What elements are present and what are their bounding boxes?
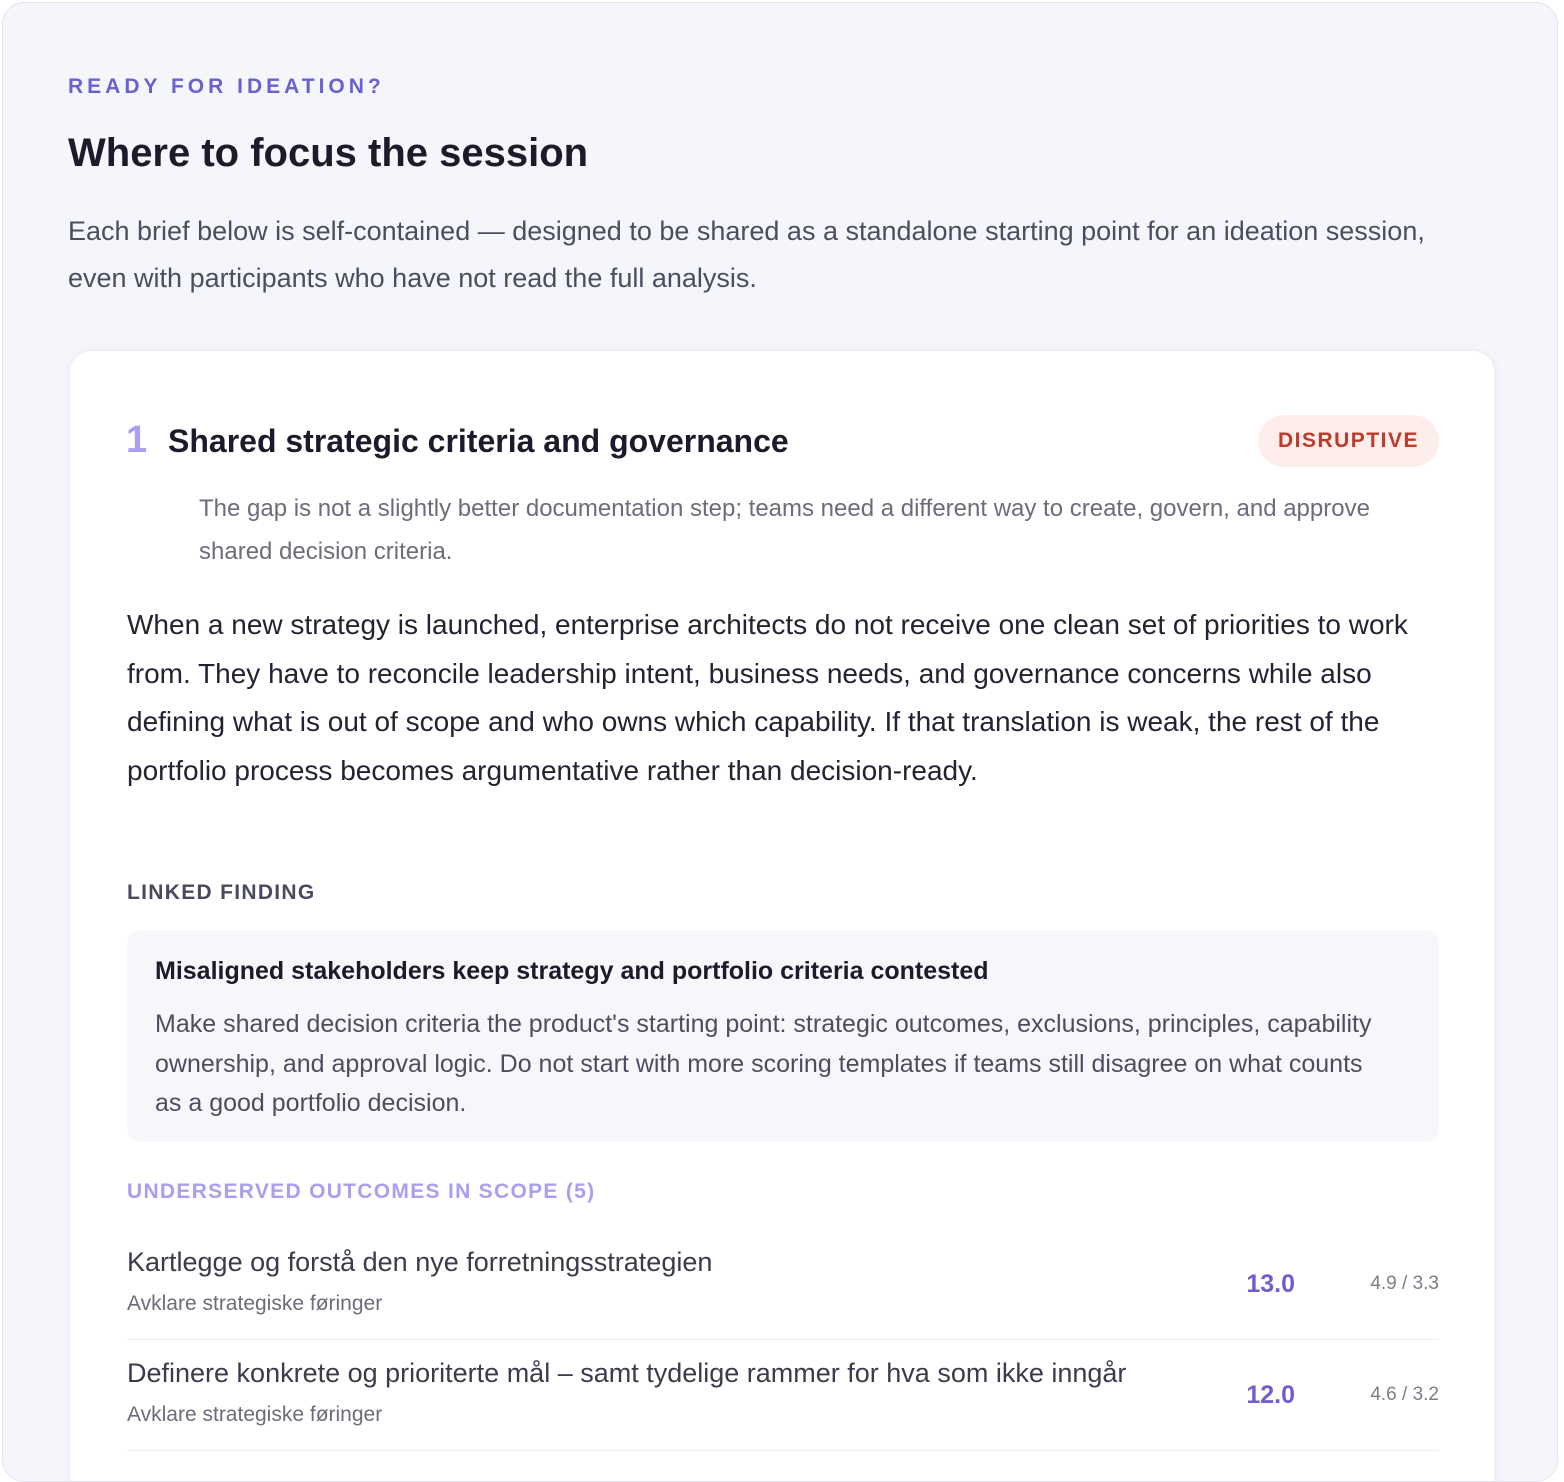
brief-body: When a new strategy is launched, enterprise architects do not receive one clean set of priorities to work from. They have to reconcile leadership intent, business needs, and governance concerns while also defining what is out of scope and who owns which capability. If that translation is weak, the rest of the portfolio process becomes argumentative rather than decision-ready. bbox=[127, 609, 1408, 786]
brief-number: 1 bbox=[126, 419, 148, 461]
page-title: Where to focus the session bbox=[68, 131, 589, 175]
outcome-score: 13.0 bbox=[1246, 1270, 1295, 1298]
section-eyebrow: READY FOR IDEATION? bbox=[68, 75, 385, 98]
brief-tagline: The gap is not a slightly better documentation step; teams need a different way to create, govern, and approve shared decision criteria. bbox=[199, 495, 1370, 565]
outcome-row bbox=[127, 1340, 1439, 1451]
disruptive-badge: DISRUPTIVE bbox=[1258, 415, 1439, 467]
brief-title: Shared strategic criteria and governance bbox=[168, 423, 789, 459]
outcome-row bbox=[127, 1229, 1439, 1340]
outcome-title: Definere konkrete og prioriterte mål – samt tydelige rammer for hva som ikke inngår bbox=[127, 1358, 1127, 1388]
linked-finding-label: LINKED FINDING bbox=[127, 881, 316, 904]
outcome-list bbox=[127, 1229, 1439, 1451]
outcome-title: Kartlegge og forstå den nye forretningsstrategien bbox=[127, 1247, 713, 1277]
outcome-subtitle: Avklare strategiske føringer bbox=[127, 1292, 383, 1315]
page-intro: Each brief below is self-contained — designed to be shared as a standalone starting point for an ideation session, even with participants who have not read the full analysis. bbox=[68, 216, 1425, 293]
linked-finding-text: Make shared decision criteria the product's starting point: strategic outcomes, exclusions, principles, capability ownership, and approval logic. Do not start with more scoring templates if teams still disagree on what counts as a good portfolio decision. bbox=[155, 1010, 1372, 1117]
outcome-subtitle: Avklare strategiske føringer bbox=[127, 1403, 383, 1426]
outcome-score: 12.0 bbox=[1246, 1381, 1295, 1409]
outcome-ratio: 4.9 / 3.3 bbox=[1370, 1273, 1439, 1294]
outcomes-label: UNDERSERVED OUTCOMES IN SCOPE (5) bbox=[127, 1180, 596, 1203]
linked-finding-box bbox=[127, 930, 1439, 1142]
linked-finding-title: Misaligned stakeholders keep strategy and portfolio criteria contested bbox=[155, 957, 989, 985]
ideation-panel bbox=[2, 2, 1558, 1482]
outcome-ratio: 4.6 / 3.2 bbox=[1370, 1384, 1439, 1405]
brief-card bbox=[69, 350, 1495, 1482]
